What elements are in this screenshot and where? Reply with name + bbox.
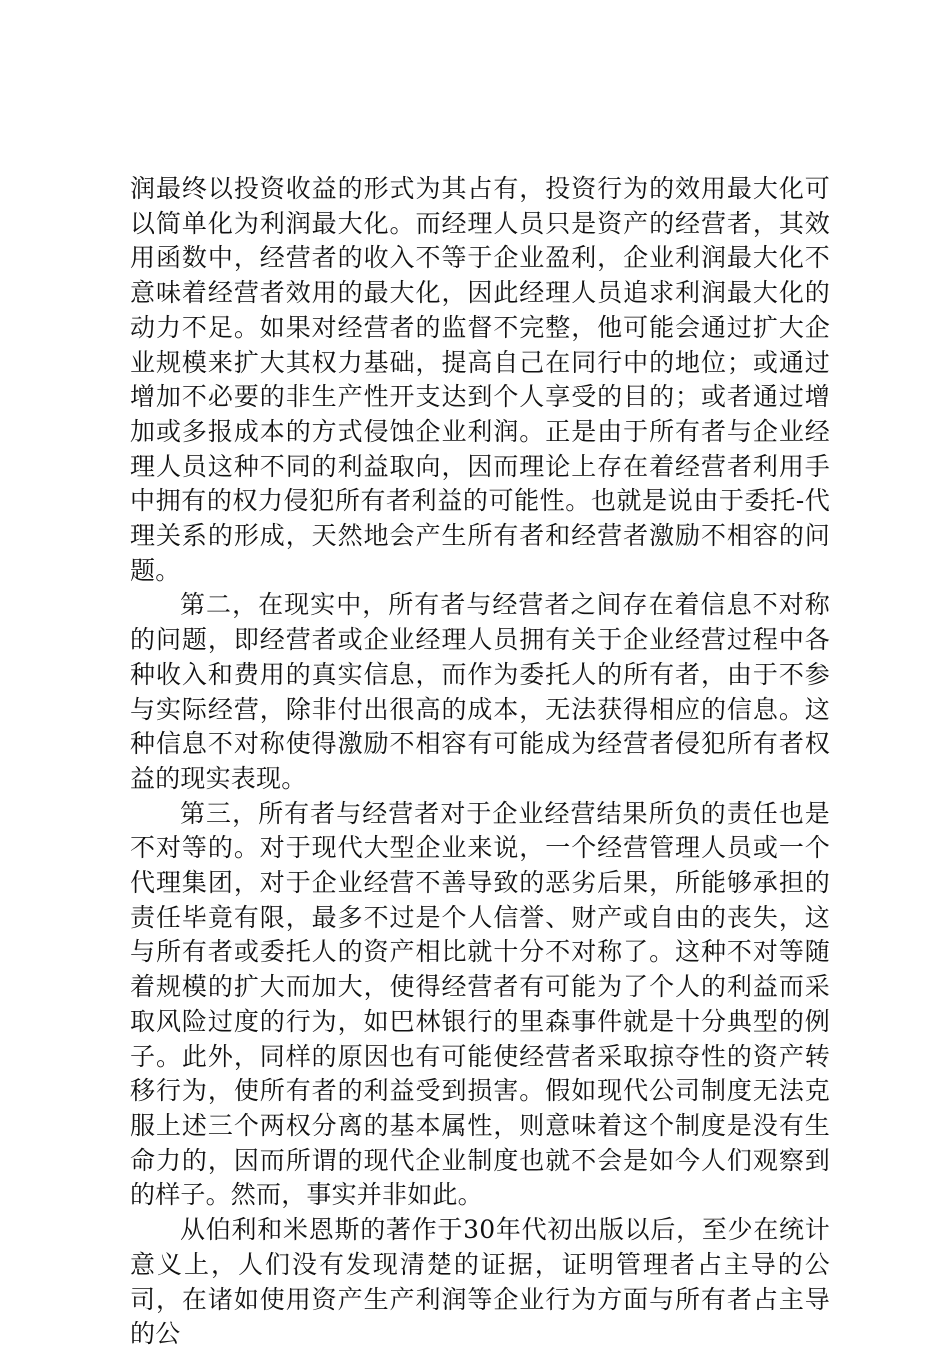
document-page: [130, 172, 830, 1352]
paragraph-second-point: 第二，在现实中，所有者与经营者之间存在着信息不对称的问题，即经营者或企业经理人员拥有关于企业经营过程中各种收入和费用的真实信息，而作为委托人的所有者，由于不参与实际经营，除非付出很高的成本，无法获得相应的信息。这种信息不对称使得激励不相容有可能成为经营者侵犯所有者权益的现实表现。: [130, 590, 830, 793]
paragraph-evidence: 从伯利和米恩斯的著作于30年代初出版以后，至少在统计意义上，人们没有发现清楚的证据，证明管理者占主导的公司，在诸如使用资产生产利润等企业行为方面与所有者占主导的公: [130, 1215, 830, 1349]
paragraph-third-point: 第三，所有者与经营者对于企业经营结果所负的责任也是不对等的。对于现代大型企业来说，一个经营管理人员或一个代理集团，对于企业经营不善导致的恶劣后果，所能够承担的责任毕竟有限，最多不过是个人信誉、财产或自由的丧失，这与所有者或委托人的资产相比就十分不对称了。这种不对等随着规模的扩大而加大，使得经营者有可能为了个人的利益而采取风险过度的行为，如巴林银行的里森事件就是十分典型的例子。此外，同样的原因也有可能使经营者采取掠夺性的资产转移行为，使所有者的利益受到损害。假如现代公司制度无法克服上述三个两权分离的基本属性，则意味着这个制度是没有生命力的，因而所谓的现代企业制度也就不会是如今人们观察到的样子。然而，事实并非如此。: [130, 798, 830, 1210]
paragraph-continuation: 润最终以投资收益的形式为其占有，投资行为的效用最大化可以简单化为利润最大化。而经理人员只是资产的经营者，其效用函数中，经营者的收入不等于企业盈利，企业利润最大化不意味着经营者效用的最大化，因此经理人员追求利润最大化的动力不足。如果对经营者的监督不完整，他可能会通过扩大企业规模来扩大其权力基础，提高自己在同行中的地位；或通过增加不必要的非生产性开支达到个人享受的目的；或者通过增加或多报成本的方式侵蚀企业利润。正是由于所有者与企业经理人员这种不同的利益取向，因而理论上存在着经营者利用手中拥有的权力侵犯所有者利益的可能性。也就是说由于委托-代理关系的形成，天然地会产生所有者和经营者激励不相容的问题。: [130, 174, 830, 585]
